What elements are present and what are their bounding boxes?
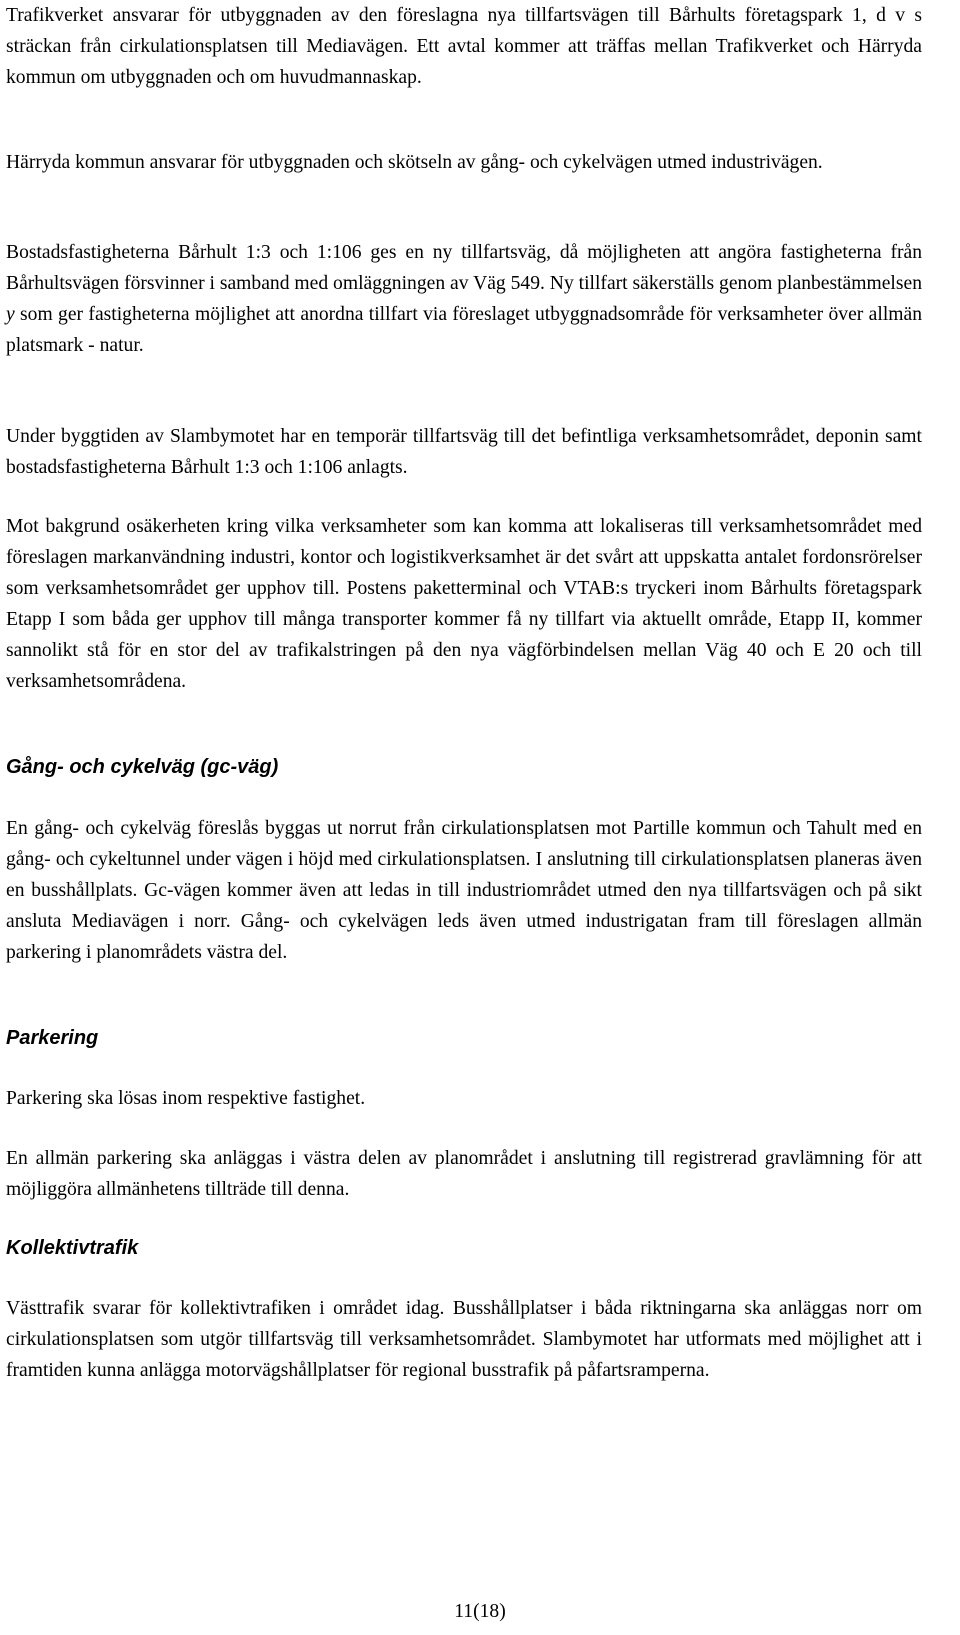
planbestammelse-y: y: [6, 304, 15, 325]
paragraph-parkering-fastighet: Parkering ska lösas inom respektive fastighet.: [6, 1088, 366, 1109]
page-number: 11(18): [454, 1601, 506, 1622]
paragraph-allman-parkering: En allmän parkering ska anläggas i västra delen av planområdet i anslutning till registrerad gravlämning för att möjliggöra allmänhetens tillträde till denna.: [6, 1148, 922, 1200]
heading-kollektivtrafik: Kollektivtrafik: [6, 1237, 139, 1259]
paragraph-gc-vag: En gång- och cykelväg föreslås byggas ut norrut från cirkulationsplatsen mot Partille kommun och Tahult med en gång- och cykeltunnel under vägen i höjd med cirkulationsplatsen. I anslutning till cirkulationsplatsen planeras även en busshållplats. Gc-vägen kommer även att ledas in till industriområdet utmed den nya tillfartsvägen och på sikt ansluta Mediavägen i norr. Gång- och cykelvägen leds även utmed industrigatan fram till föreslagen allmän parkering i planområdets västra del.: [6, 818, 922, 963]
paragraph-byggtiden: Under byggtiden av Slambymotet har en temporär tillfartsväg till det befintliga verksamhetsområdet, deponin samt bostadsfastigheterna Bårhult 1:3 och 1:106 anlagts.: [6, 426, 922, 478]
paragraph-harryda: Härryda kommun ansvarar för utbyggnaden och skötseln av gång- och cykelvägen utmed industrivägen.: [6, 152, 823, 173]
paragraph-bostadsfastigheterna-part-a: Bostadsfastigheterna Bårhult 1:3 och 1:106 ges en ny tillfartsväg, då möjligheten att angöra fastigheterna från Bårhultsvägen försvinner i samband med omläggningen av Väg 549. Ny tillfart säkerställs genom planbestämmelsen: [6, 242, 922, 294]
heading-parkering: Parkering: [6, 1027, 99, 1049]
heading-gang-och-cykelvag: Gång- och cykelväg (gc-väg): [6, 756, 279, 778]
paragraph-vasttrafik: Västtrafik svarar för kollektivtrafiken i området idag. Busshållplatser i båda riktningarna ska anläggas norr om cirkulationsplatsen som utgör tillfartsväg till verksamhetsområdet. Slambymotet har utformats med möjlighet att i framtiden kunna anlägga motorvägshållplatser för regional busstrafik på påfartsramperna.: [6, 1298, 922, 1381]
paragraph-bostadsfastigheterna: [6, 237, 922, 361]
paragraph-trafikverket: Trafikverket ansvarar för utbyggnaden av den föreslagna nya tillfartsvägen till Bårhults företagspark 1, d v s sträckan från cirkulationsplatsen till Mediavägen. Ett avtal kommer att träffas mellan Trafikverket och Härryda kommun om utbyggnaden och om huvudmannaskap.: [6, 5, 922, 88]
paragraph-bostadsfastigheterna-part-b: som ger fastigheterna möjlighet att anordna tillfart via föreslaget utbyggnadsområde för verksamheter över allmän platsmark - natur.: [6, 304, 922, 356]
paragraph-mot-bakgrund: Mot bakgrund osäkerheten kring vilka verksamheter som kan komma att lokaliseras till verksamhetsområdet med föreslagen markanvändning industri, kontor och logistikverksamhet är det svårt att uppskatta antalet fordonsrörelser som verksamhetsområdet ger upphov till. Postens paketterminal och VTAB:s tryckeri inom Bårhults företagspark Etapp I som båda ger upphov till många transporter kommer få ny tillfart via aktuellt område, Etapp II, kommer sannolikt stå för en stor del av trafikalstringen på den nya vägförbindelsen mellan Väg 40 och E 20 och till verksamhetsområdena.: [6, 516, 922, 692]
